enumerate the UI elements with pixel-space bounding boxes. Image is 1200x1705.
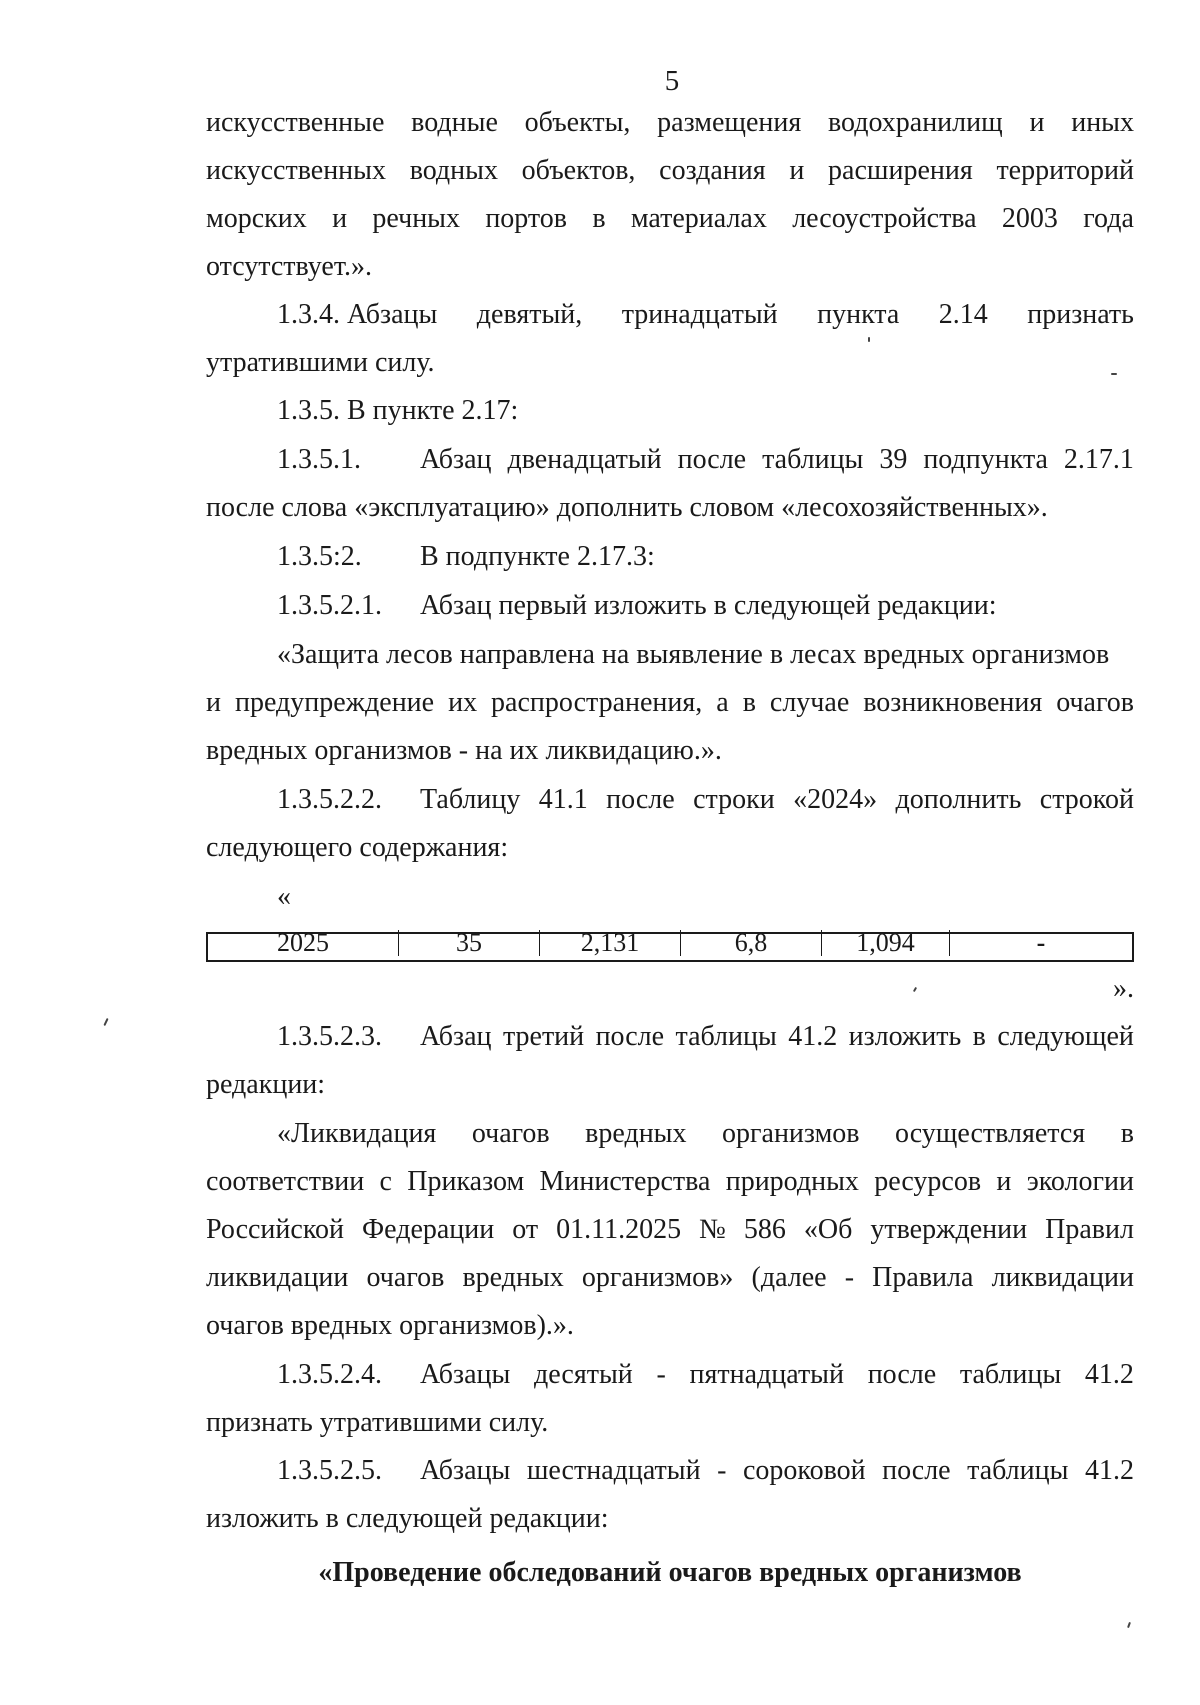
clause-1-3-5-2-5-line — [277, 1454, 1134, 1488]
word: (далее — [751, 1262, 827, 1293]
word: природных — [725, 1166, 859, 1197]
clause-1-3-5-2-4-line — [277, 1358, 1134, 1392]
clause-1-3-5-2-3-line: редакции: — [206, 1069, 326, 1100]
word: 2.17.1 — [1063, 444, 1134, 475]
word: расширения — [828, 155, 973, 186]
quote-line: очагов вредных организмов).». — [206, 1310, 574, 1341]
clause-1-3-5-2-2-line — [277, 783, 1134, 817]
word: объектов, — [521, 155, 636, 186]
word: соответствии — [206, 1166, 365, 1197]
word: 41.2 — [1084, 1359, 1134, 1390]
table-row — [206, 928, 1134, 962]
word: и — [789, 155, 805, 186]
word: следующей — [997, 1021, 1134, 1052]
word: очагов — [471, 1118, 550, 1149]
word: таблицы — [959, 1359, 1062, 1390]
word: - — [844, 1262, 855, 1293]
word: после — [606, 784, 675, 815]
word: экологии — [1026, 1166, 1134, 1197]
clause-number: 1.3.5.1. — [277, 444, 361, 475]
scan-speck — [1127, 1622, 1131, 1628]
quote-line — [206, 1165, 1134, 1199]
clause-1-3-4-line: утратившими силу. — [206, 347, 435, 378]
word: 2003 — [1001, 203, 1058, 234]
clause-1-3-5-1-line: после слова «эксплуатацию» дополнить словом «лесохозяйственных». — [206, 492, 1048, 523]
word: «Об — [803, 1214, 853, 1245]
word: строки — [693, 784, 775, 815]
word: строкой — [1039, 784, 1134, 815]
word: Федерации — [362, 1214, 495, 1245]
clause-number: 1.3.5.2.1. — [277, 590, 382, 621]
word: таблицы — [762, 444, 864, 475]
table-cell: 35 — [399, 930, 540, 956]
word: Таблицу — [420, 784, 521, 815]
word: подпункта — [923, 444, 1048, 475]
word: третий — [502, 1021, 585, 1052]
close-quote-mark: ». — [1113, 973, 1134, 1004]
word: иных — [1071, 107, 1134, 138]
clause-1-3-5-1-line — [277, 443, 1134, 477]
clause-1-3-5-2-4-line: признать утратившими силу. — [206, 1407, 549, 1438]
quote-line — [206, 1261, 1134, 1295]
clause-text — [420, 783, 1134, 817]
clause-number: 1.3.5:2. — [277, 541, 362, 572]
word: организмов» — [581, 1262, 734, 1293]
word: от — [512, 1214, 539, 1245]
word: ликвидации — [206, 1262, 349, 1293]
word: 1.3.4. Абзацы — [277, 299, 438, 330]
clause-text: Абзац первый изложить в следующей редакции: — [420, 590, 997, 621]
clause-text — [420, 1454, 1134, 1488]
word: возникновения — [863, 687, 1043, 718]
word: в — [972, 1021, 986, 1052]
clause-number: 1.3.5.2.2. — [277, 784, 382, 815]
table-cell: 6,8 — [681, 930, 822, 956]
scan-speck — [868, 337, 870, 342]
word: Правил — [1045, 1214, 1134, 1245]
word: - — [656, 1359, 666, 1390]
paragraph-line — [206, 202, 1134, 236]
clause-number: 1.3.5.2.3. — [277, 1021, 382, 1052]
word: случае — [769, 687, 850, 718]
word: тринадцатый — [621, 299, 778, 330]
word: в — [592, 203, 606, 234]
word: изложить — [848, 1021, 962, 1052]
word: Абзац — [420, 1021, 492, 1052]
word: водные — [411, 107, 498, 138]
word: двенадцатый — [507, 444, 662, 475]
paragraph-line: отсутствует.». — [206, 251, 372, 282]
word: осуществляется — [895, 1118, 1086, 1149]
word: речных — [372, 203, 460, 234]
word: материалах — [630, 203, 767, 234]
word: после — [867, 1359, 937, 1390]
clause-1-3-5-2-3-line — [277, 1020, 1134, 1054]
word: в — [1120, 1118, 1134, 1149]
word: искусственные — [206, 107, 385, 138]
word: в — [742, 687, 756, 718]
word: 41.2 — [1084, 1455, 1134, 1486]
word: «Ликвидация — [277, 1118, 437, 1149]
word: 2.14 — [938, 299, 988, 330]
clause-1-3-4-line — [277, 298, 1134, 332]
word: ресурсов — [874, 1166, 982, 1197]
word: создания — [659, 155, 766, 186]
word: сороковой — [742, 1455, 866, 1486]
quote-line — [206, 686, 1134, 720]
word: 39 — [879, 444, 908, 475]
word: пятнадцатый — [689, 1359, 844, 1390]
clause-text — [420, 1358, 1134, 1392]
word: Министерства — [539, 1166, 711, 1197]
word: водных — [409, 155, 498, 186]
word: Абзацы — [420, 1455, 511, 1486]
word: искусственных — [206, 155, 386, 186]
word: десятый — [534, 1359, 633, 1390]
word: очагов — [1056, 687, 1134, 718]
word: и — [996, 1166, 1012, 1197]
clause-number: 1.3.5.2.4. — [277, 1359, 382, 1390]
word: распространения, — [491, 687, 703, 718]
clause-1-3-5-2-2-line: следующего содержания: — [206, 832, 509, 863]
word: 586 — [743, 1214, 786, 1245]
clause-1-3-5-2-1 — [277, 589, 1134, 623]
word: после — [882, 1455, 951, 1486]
word: утверждении — [870, 1214, 1028, 1245]
table-cell: - — [1036, 928, 1046, 957]
word: и — [206, 687, 221, 718]
word: шестнадцатый — [526, 1455, 701, 1486]
word: очагов — [366, 1262, 445, 1293]
word: размещения — [657, 107, 802, 138]
clause-1-3-5: 1.3.5. В пункте 2.17: — [277, 395, 519, 426]
word: «2024» — [793, 784, 878, 815]
word: года — [1083, 203, 1134, 234]
word: № — [699, 1214, 726, 1245]
clause-1-3-5-2-5-line: изложить в следующей редакции: — [206, 1503, 609, 1534]
word: ликвидации — [991, 1262, 1134, 1293]
paragraph-line — [206, 106, 1134, 140]
quote-line: «Защита лесов направлена на выявление в лесах вредных организмов — [277, 639, 1110, 670]
word: вредных — [585, 1118, 687, 1149]
word: территорий — [996, 155, 1134, 186]
clause-text — [420, 443, 1134, 477]
quote-line — [206, 1213, 1134, 1247]
word: 01.11.2025 — [556, 1214, 682, 1245]
word: предупреждение — [234, 687, 435, 718]
word: после — [677, 444, 747, 475]
clause-number: 1.3.5.2.5. — [277, 1455, 382, 1486]
word: дополнить — [895, 784, 1022, 815]
word: 41.2 — [788, 1021, 838, 1052]
word: признать — [1027, 299, 1134, 330]
word: а — [716, 687, 729, 718]
table-cell: 2,131 — [540, 930, 681, 956]
word: девятый, — [476, 299, 583, 330]
page-number: 5 — [664, 65, 680, 97]
clause-text — [420, 1020, 1134, 1054]
word: Абзацы — [420, 1359, 511, 1390]
clause-1-3-5-2 — [277, 540, 1134, 574]
scan-speck — [1111, 373, 1117, 375]
table-cell-year: 2025 — [208, 930, 399, 956]
open-quote-mark: « — [277, 881, 291, 912]
word: лесоустройства — [792, 203, 977, 234]
word: таблицы — [675, 1021, 777, 1052]
word: объекты, — [524, 107, 631, 138]
word: их — [448, 687, 478, 718]
word: 41.1 — [538, 784, 588, 815]
quote-line — [277, 1117, 1134, 1151]
word: и — [1029, 107, 1045, 138]
word: морских — [206, 203, 307, 234]
word: водохранилищ — [828, 107, 1003, 138]
paragraph-line — [206, 154, 1134, 188]
word: Российской — [206, 1214, 344, 1245]
quote-line: вредных организмов - на их ликвидацию.». — [206, 735, 722, 766]
word: - — [717, 1455, 727, 1486]
clause-text: В подпункте 2.17.3: — [420, 541, 655, 572]
scan-speck — [103, 1018, 108, 1026]
word: Приказом — [407, 1166, 525, 1197]
section-heading: «Проведение обследований очагов вредных организмов — [318, 1557, 1022, 1588]
word: после — [595, 1021, 665, 1052]
table-cell: 1,094 — [822, 930, 950, 956]
word: и — [332, 203, 348, 234]
word: портов — [485, 203, 568, 234]
word: Абзац — [420, 444, 492, 475]
word: таблицы — [967, 1455, 1069, 1486]
word: с — [379, 1166, 392, 1197]
word: организмов — [722, 1118, 860, 1149]
word: Правила — [872, 1262, 974, 1293]
word: вредных — [462, 1262, 564, 1293]
word: пункта — [817, 299, 900, 330]
